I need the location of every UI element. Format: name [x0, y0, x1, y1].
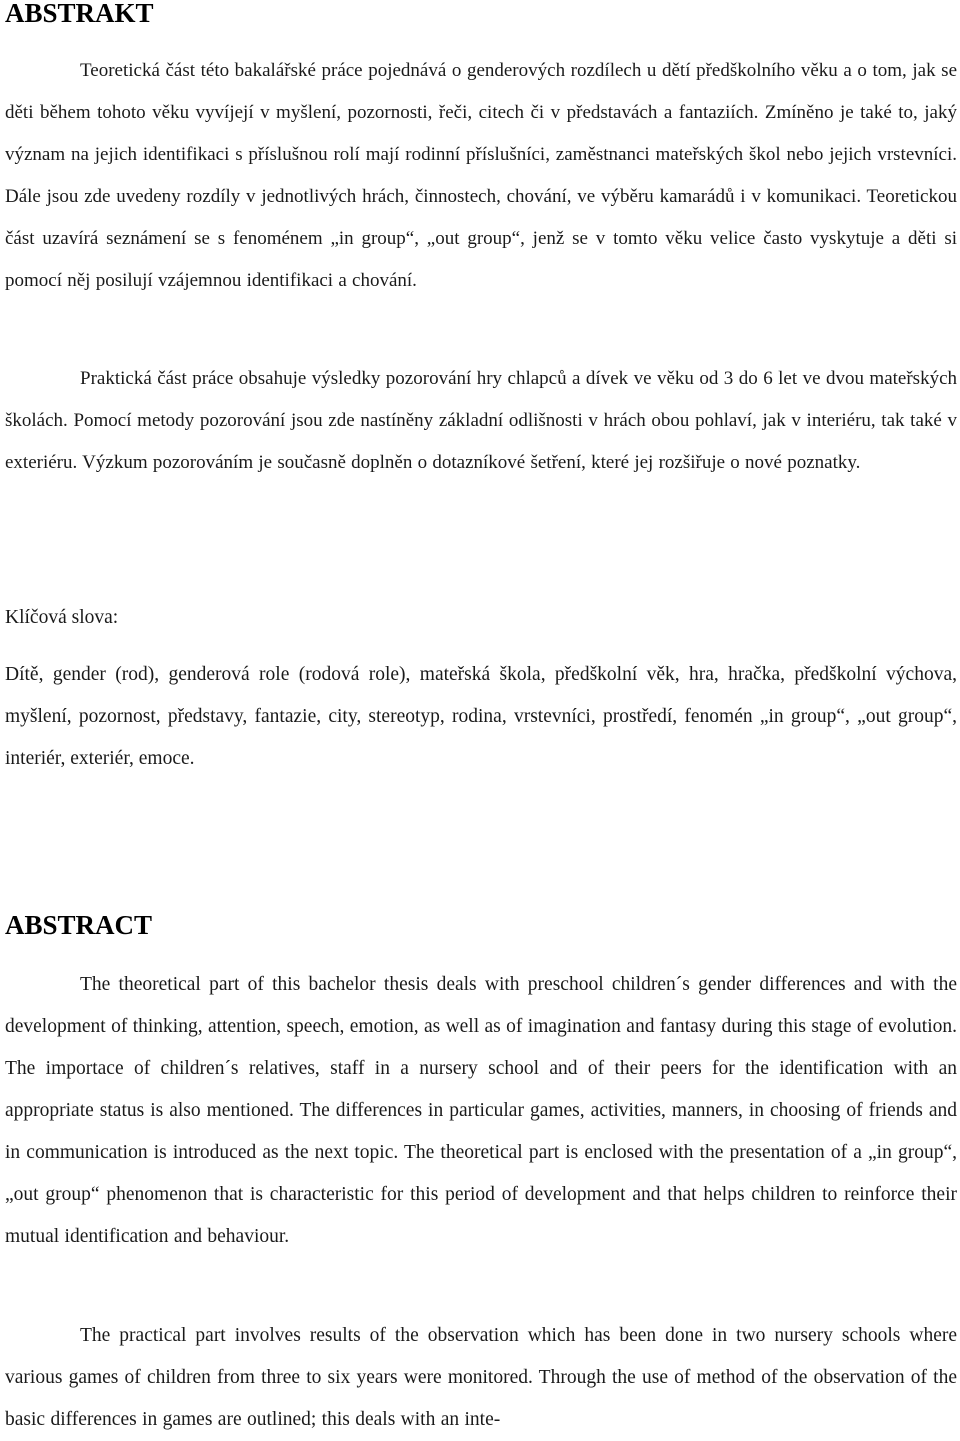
- abstract-body: [5, 964, 957, 1258]
- abstrakt-paragraph-theory: Teoretická část této bakalářské práce pojednává o genderových rozdílech u dětí předškolního věku a o tom, jak se děti během tohoto věku vyvíjejí v myšlení, pozornosti, řeči, citech či v představách a fantaziích. Zmíněno je také to, jaký význam na jejich identifikaci s příslušnou rolí mají rodinní příslušníci, zaměstnanci mateřských škol nebo jejich vrstevníci. Dále jsou zde uvedeny rozdíly v jednotlivých hrách, činnostech, chování, ve výběru kamarádů i v komunikaci. Teoretickou část uzavírá seznámení se s fenoménem „in group“, „out group“, jenž se v tomto věku velice často vyskytuje a děti si pomocí něj posilují vzájemnou identifikaci a chování.: [5, 60, 957, 291]
- abstrakt-body-practical: [5, 358, 957, 484]
- abstract-body-practical: [5, 1315, 957, 1441]
- keywords-body: [5, 654, 957, 780]
- abstrakt-heading: ABSTRAKT: [5, 0, 154, 28]
- abstrakt-body: [5, 50, 957, 302]
- abstrakt-paragraph-practical: Praktická část práce obsahuje výsledky pozorování hry chlapců a dívek ve věku od 3 do 6 let ve dvou mateřských školách. Pomocí metody pozorování jsou zde nastíněny základní odlišnosti v hrách obou pohlaví, jak v interiéru, tak také v exteriéru. Výzkum pozorováním je současně doplněn o dotazníkové šetření, které jej rozšiřuje o nové poznatky.: [5, 368, 957, 473]
- abstract-section: [5, 910, 957, 940]
- abstract-heading: ABSTRACT: [5, 910, 153, 940]
- keywords-section: [5, 603, 957, 633]
- keywords-label: Klíčová slova:: [5, 607, 119, 628]
- abstract-paragraph-practical: The practical part involves results of the observation which has been done in two nursery schools where various games of children from three to six years were monitored. Through the use of method of the observation of the basic differences in games are outlined; this deals with an inte-: [5, 1325, 957, 1430]
- abstrakt-section: [5, 0, 957, 28]
- abstract-paragraph-theory: The theoretical part of this bachelor thesis deals with preschool children´s gender differences and with the development of thinking, attention, speech, emotion, as well as of imagination and fantasy during this stage of evolution. The importace of children´s relatives, staff in a nursery school and of their peers for the identification with an appropriate status is also mentioned. The differences in particular games, activities, manners, in choosing of friends and in communication is introduced as the next topic. The theoretical part is enclosed with the presentation of a „in group“, „out group“ phenomenon that is characteristic for this period of development and that helps children to reinforce their mutual identification and behaviour.: [5, 974, 957, 1247]
- keywords-text: Dítě, gender (rod), genderová role (rodová role), mateřská škola, předškolní věk, hra, hračka, předškolní výchova, myšlení, pozornost, představy, fantazie, city, stereotyp, rodina, vrstevníci, prostředí, fenomén „in group“, „out group“, interiér, exteriér, emoce.: [5, 664, 957, 769]
